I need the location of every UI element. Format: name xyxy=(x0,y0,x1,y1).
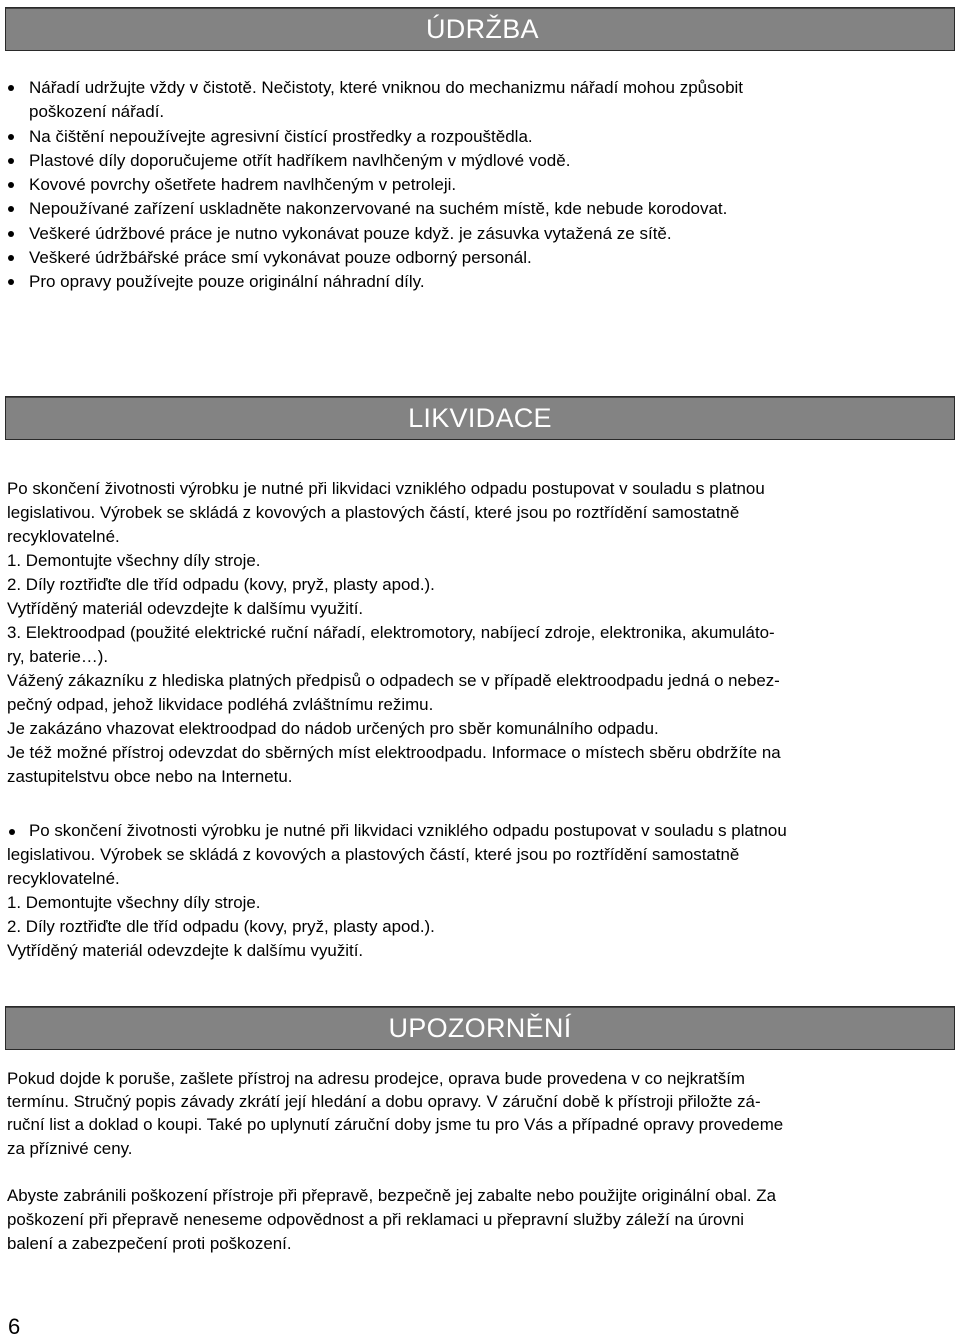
bullet-icon xyxy=(8,85,14,91)
list-item-text: Na čištění nepoužívejte agresivní čistící prostředky a rozpouštědla. xyxy=(29,126,533,146)
list-item xyxy=(0,197,743,221)
page-number: 6 xyxy=(8,1314,21,1339)
disposal-bullet-line: Vytříděný materiál odevzdejte k dalšímu využití. xyxy=(7,941,364,960)
warning-text-line: poškození při přepravě neneseme odpovědnost a při reklamaci u přepravní služby záleží na úrovni xyxy=(7,1210,745,1229)
disposal-text-line: Po skončení životnosti výrobku je nutné při likvidaci vzniklého odpadu postupovat v souladu s platnou xyxy=(7,479,765,498)
list-item xyxy=(0,222,743,246)
list-item-text: Pro opravy používejte pouze originální náhradní díly. xyxy=(29,272,425,292)
disposal-heading: LIKVIDACE xyxy=(408,402,552,433)
warning-text-line: termínu. Stručný popis závady zkrátí její hledání a dobu opravy. V záruční době k přístroji přiložte zá- xyxy=(7,1092,761,1111)
disposal-text-line: legislativou. Výrobek se skládá z kovových a plastových částí, které jsou po roztřídění samostatně xyxy=(7,503,740,522)
warning-text-line: balení a zabezpečení proti poškození. xyxy=(7,1234,292,1253)
disposal-text-line: ry, baterie…). xyxy=(7,647,109,666)
warning-heading-banner xyxy=(5,1006,955,1050)
maintenance-heading: ÚDRŽBA xyxy=(426,13,539,44)
disposal-text-line: Vážený zákazníku z hlediska platných předpisů o odpadech se v případě elektroodpadu jedná o nebez- xyxy=(7,671,780,690)
disposal-bullet-line: 2. Díly roztřiďte dle tříd odpadu (kovy, pryž, plasty apod.). xyxy=(7,917,435,936)
bullet-icon xyxy=(8,182,14,188)
list-item xyxy=(0,246,743,270)
warning-text-line: ruční list a doklad o koupi. Také po uplynutí záruční doby jsme tu pro Vás a případné opravy provedeme xyxy=(7,1115,784,1134)
disposal-text-line: recyklovatelné. xyxy=(7,527,120,546)
list-item xyxy=(0,149,743,173)
bullet-icon xyxy=(8,206,14,212)
warning-text-line: za příznivé ceny. xyxy=(7,1139,133,1158)
warning-text-line: Pokud dojde k poruše, zašlete přístroj na adresu prodejce, oprava bude provedena v co nejkratším xyxy=(7,1069,745,1088)
list-item xyxy=(0,270,743,294)
list-item-text: Veškeré údržbářské práce smí vykonávat pouze odborný personál. xyxy=(29,248,532,268)
disposal-text-line: 3. Elektroodpad (použité elektrické ruční nářadí, elektromotory, nabíjecí zdroje, elektronika, akumuláto- xyxy=(7,623,775,642)
disposal-text-line: 1. Demontujte všechny díly stroje. xyxy=(7,551,261,570)
bullet-icon xyxy=(8,279,14,285)
disposal-bullet-line: 1. Demontujte všechny díly stroje. xyxy=(7,893,261,912)
list-item xyxy=(0,173,743,197)
bullet-icon xyxy=(8,134,14,140)
bullet-icon xyxy=(9,829,15,835)
list-item-text: Nářadí udržujte vždy v čistotě. Nečistoty, které vniknou do mechanizmu nářadí mohou způsobit xyxy=(29,78,744,97)
list-item xyxy=(0,76,743,100)
disposal-text-line: zastupitelstvu obce nebo na Internetu. xyxy=(7,767,293,786)
list-item-text: Veškeré údržbové práce je nutno vykonávat pouze když. je zásuvka vytažená ze sítě. xyxy=(29,223,672,243)
list-item-text: Kovové povrchy ošetřete hadrem navlhčeným v petroleji. xyxy=(29,175,457,195)
disposal-heading-banner xyxy=(5,396,955,440)
bullet-icon xyxy=(8,158,14,164)
disposal-text-line: Vytříděný materiál odevzdejte k dalšímu využití. xyxy=(7,599,364,618)
disposal-text-line: pečný odpad, jehož likvidace podléhá zvláštnímu režimu. xyxy=(7,695,434,714)
disposal-text-line: Je též možné přístroj odevzdat do sběrných míst elektroodpadu. Informace o místech sběru obdržíte na xyxy=(7,743,781,762)
disposal-text-line: 2. Díly roztřiďte dle tříd odpadu (kovy, pryž, plasty apod.). xyxy=(7,575,435,594)
maintenance-list xyxy=(0,76,743,295)
disposal-text-line: Je zakázáno vhazovat elektroodpad do nádob určených pro sběr komunálního odpadu. xyxy=(7,719,659,738)
disposal-bullet-line: recyklovatelné. xyxy=(7,869,120,888)
disposal-bullet-line: Po skončení životnosti výrobku je nutné při likvidaci vzniklého odpadu postupovat v souladu s platnou xyxy=(29,821,787,840)
list-item-text: Plastové díly doporučujeme otřít hadříkem navlhčeným v mýdlové vodě. xyxy=(29,150,571,170)
bullet-icon xyxy=(8,231,14,237)
warning-heading: UPOZORNĚNÍ xyxy=(388,1012,572,1043)
maintenance-heading-banner xyxy=(5,7,955,51)
list-item-continuation xyxy=(0,100,743,124)
disposal-bullet-line: legislativou. Výrobek se skládá z kovových a plastových částí, které jsou po roztřídění samostatně xyxy=(7,845,740,864)
list-item-text: poškození nářadí. xyxy=(29,102,165,122)
list-item xyxy=(0,125,743,149)
bullet-icon xyxy=(8,255,14,261)
list-item-text: Nepoužívané zařízení uskladněte nakonzervované na suchém místě, kde nebude korodovat. xyxy=(29,199,728,219)
warning-text-line: Abyste zabránili poškození přístroje při přepravě, bezpečně jej zabalte nebo použijte originální obal. Za xyxy=(7,1186,776,1205)
